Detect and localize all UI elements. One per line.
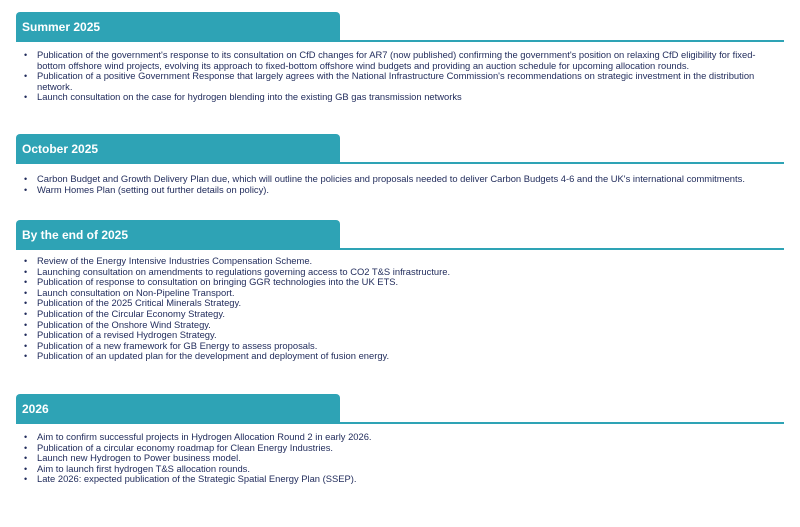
section-divider xyxy=(16,162,784,164)
section-title: Summer 2025 xyxy=(16,12,340,42)
list-item: • Carbon Budget and Growth Delivery Plan due, which will outline the policies and proposals needed to deliver Carbon Budgets 4-6 and the UK's international commitments. xyxy=(16,174,784,185)
section-header xyxy=(16,394,784,424)
list-item: • Publication of the government's response to its consultation on CfD changes for AR7 (now published) confirming the government's position on relaxing CfD eligibility for fixed-bottom offshore wind projects, evolving its approach to fixed-bottom offshore wind budgets and providing an auction schedule for upcoming allocation rounds. xyxy=(16,50,784,71)
list-item: • Publication of response to consultation on bringing GGR technologies into the UK ETS. xyxy=(16,277,784,288)
list-item: • Publication of the Circular Economy Strategy. xyxy=(16,309,784,320)
section-title: By the end of 2025 xyxy=(16,220,340,250)
section-title: 2026 xyxy=(16,394,340,424)
section-summer-2025 xyxy=(16,12,784,103)
list-item: • Publication of the Onshore Wind Strategy. xyxy=(16,320,784,331)
section-header xyxy=(16,12,784,42)
list-item: • Aim to confirm successful projects in Hydrogen Allocation Round 2 in early 2026. xyxy=(16,432,784,443)
section-divider xyxy=(16,40,784,42)
section-title: October 2025 xyxy=(16,134,340,164)
list-item: • Publication of a new framework for GB Energy to assess proposals. xyxy=(16,341,784,352)
list-item: • Publication of an updated plan for the development and deployment of fusion energy. xyxy=(16,351,784,362)
list-item: • Publication of a revised Hydrogen Strategy. xyxy=(16,330,784,341)
section-divider xyxy=(16,248,784,250)
list-item: • Launch consultation on the case for hydrogen blending into the existing GB gas transmission networks xyxy=(16,92,784,103)
section-header xyxy=(16,134,784,164)
list-item: • Review of the Energy Intensive Industries Compensation Scheme. xyxy=(16,256,784,267)
section-october-2025 xyxy=(16,134,784,195)
section-header xyxy=(16,220,784,250)
list-item: • Launch consultation on Non-Pipeline Transport. xyxy=(16,288,784,299)
bullet-list xyxy=(16,50,784,103)
bullet-list xyxy=(16,256,784,362)
list-item: • Publication of a circular economy roadmap for Clean Energy Industries. xyxy=(16,443,784,454)
section-end-of-2025 xyxy=(16,220,784,362)
list-item: • Publication of a positive Government Response that largely agrees with the National Infrastructure Commission's recommendations on strategic investment in the distribution network. xyxy=(16,71,784,92)
bullet-list xyxy=(16,432,784,485)
section-divider xyxy=(16,422,784,424)
section-2026 xyxy=(16,394,784,485)
list-item: • Launching consultation on amendments to regulations governing access to CO2 T&S infrastructure. xyxy=(16,267,784,278)
bullet-list xyxy=(16,174,784,195)
list-item: • Warm Homes Plan (setting out further details on policy). xyxy=(16,185,784,196)
list-item: • Publication of the 2025 Critical Minerals Strategy. xyxy=(16,298,784,309)
list-item: • Aim to launch first hydrogen T&S allocation rounds. xyxy=(16,464,784,475)
list-item: • Launch new Hydrogen to Power business model. xyxy=(16,453,784,464)
list-item: • Late 2026: expected publication of the Strategic Spatial Energy Plan (SSEP). xyxy=(16,474,784,485)
